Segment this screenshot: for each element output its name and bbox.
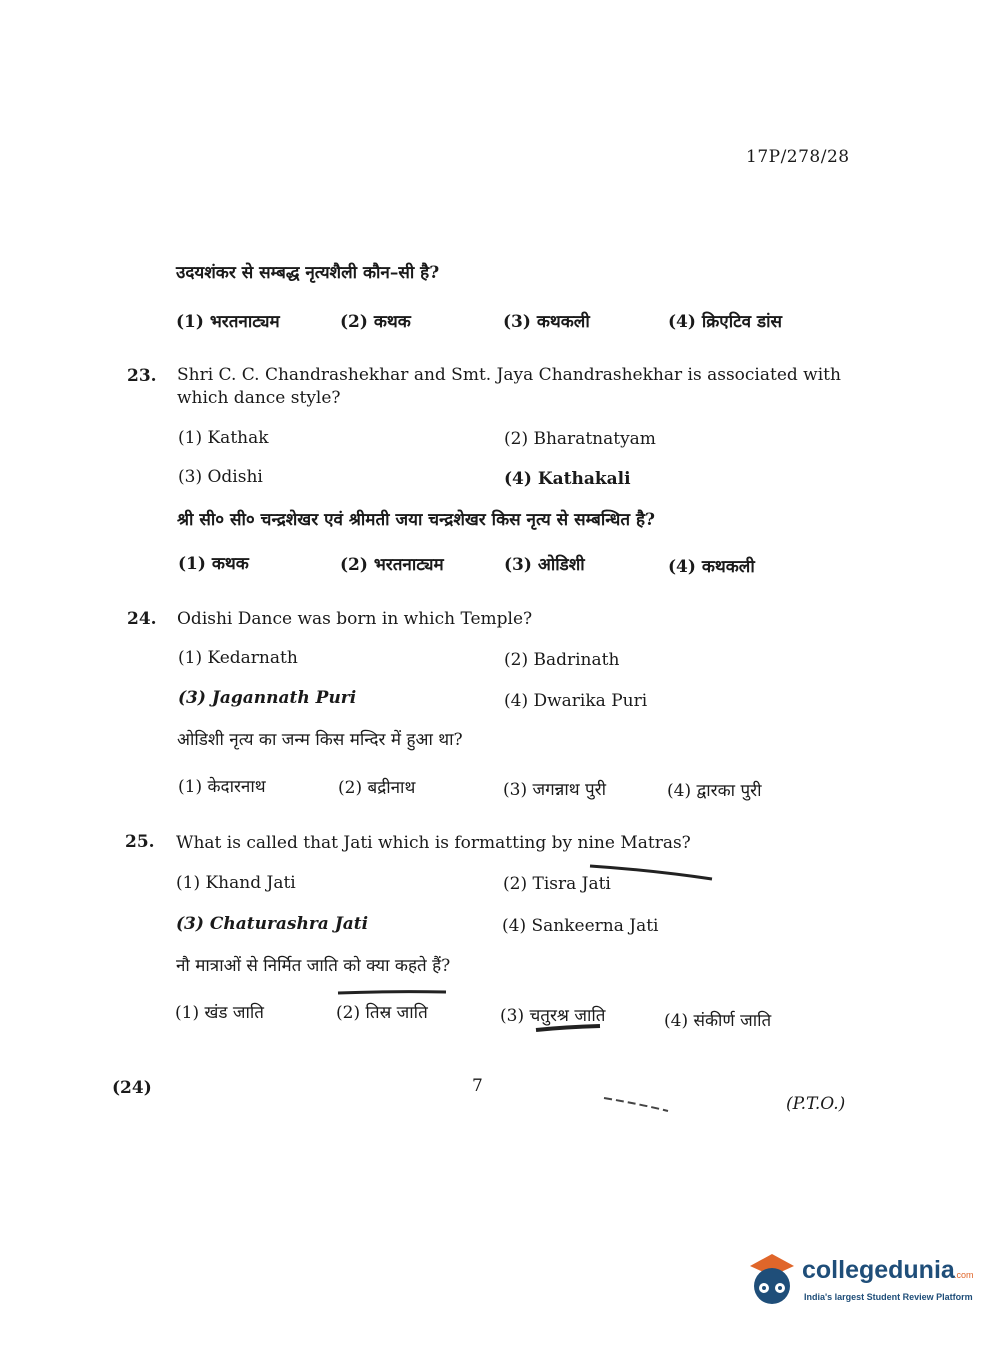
q25-option-3: (3) Chaturashra Jati — [176, 914, 369, 934]
q24-hindi-option-1: (1) केदारनाथ — [178, 777, 266, 797]
pen-mark-tisra — [338, 992, 446, 993]
q23-hindi-option-1: (1) कथक — [178, 554, 249, 574]
q25-hindi-option-3: (3) चतुरश्र जाति — [500, 1006, 606, 1026]
q23-option-4: (4) Kathakali — [504, 469, 631, 489]
q22-hindi-option-1: (1) भरतनाट्यम — [176, 312, 280, 332]
mascot-icon — [742, 1250, 798, 1310]
q25-number: 25. — [125, 832, 155, 852]
q25-option-4: (4) Sankeerna Jati — [502, 916, 659, 936]
q23-option-2: (2) Bharatnatyam — [504, 429, 656, 449]
q24-option-4: (4) Dwarika Puri — [504, 691, 648, 711]
pen-mark-footer — [604, 1098, 668, 1111]
q24-option-2: (2) Badrinath — [504, 650, 620, 670]
q22-hindi-option-2: (2) कथक — [340, 312, 411, 332]
q25-option-2: (2) Tisra Jati — [503, 874, 611, 894]
q23-number: 23. — [127, 366, 157, 386]
q24-question: Odishi Dance was born in which Temple? — [177, 609, 533, 629]
pen-mark-chaturashra — [536, 1026, 600, 1030]
q24-hindi-question: ओडिशी नृत्य का जन्म किस मन्दिर में हुआ था? — [177, 730, 463, 750]
q24-number: 24. — [127, 609, 157, 629]
q23-hindi-option-4: (4) कथकली — [668, 557, 755, 577]
collegedunia-watermark — [742, 1250, 972, 1310]
brand-name: collegedunia — [802, 1256, 955, 1284]
brand-suffix: .com — [954, 1270, 974, 1280]
page-number: 7 — [472, 1076, 483, 1096]
q24-hindi-option-4: (4) द्वारका पुरी — [667, 781, 762, 801]
q23-question-line2: which dance style? — [177, 388, 341, 408]
pto-label: (P.T.O.) — [786, 1094, 846, 1114]
brand-tagline: India's largest Student Review Platform — [804, 1292, 973, 1302]
pen-mark-q25 — [590, 866, 712, 879]
q25-hindi-option-2: (2) तिस्र जाति — [336, 1003, 428, 1023]
paper-code: 17P/278/28 — [746, 147, 850, 167]
q24-option-3: (3) Jagannath Puri — [178, 688, 357, 708]
q24-option-1: (1) Kedarnath — [178, 648, 298, 668]
q25-question: What is called that Jati which is formatting by nine Matras? — [176, 833, 691, 853]
q24-hindi-option-3: (3) जगन्नाथ पुरी — [503, 780, 607, 800]
q25-option-1: (1) Khand Jati — [176, 873, 296, 893]
q24-hindi-option-2: (2) बद्रीनाथ — [338, 778, 416, 798]
q25-hindi-option-4: (4) संकीर्ण जाति — [664, 1011, 772, 1031]
q23-question-line1: Shri C. C. Chandrashekhar and Smt. Jaya Chandrashekhar is associated with — [177, 365, 841, 385]
q23-option-3: (3) Odishi — [178, 467, 263, 487]
q25-hindi-option-1: (1) खंड जाति — [175, 1003, 264, 1023]
q23-option-1: (1) Kathak — [178, 428, 269, 448]
q22-hindi-option-4: (4) क्रिएटिव डांस — [668, 312, 783, 332]
footer-code: (24) — [112, 1078, 152, 1098]
q23-hindi-option-3: (3) ओडिशी — [504, 555, 585, 575]
q22-hindi-question: उदयशंकर से सम्बद्ध नृत्यशैली कौन–सी है? — [176, 263, 440, 283]
q23-hindi-option-2: (2) भरतनाट्यम — [340, 555, 444, 575]
q25-hindi-question: नौ मात्राओं से निर्मित जाति को क्या कहते हैं? — [176, 956, 451, 976]
q23-hindi-question: श्री सी० सी० चन्द्रशेखर एवं श्रीमती जया चन्द्रशेखर किस नृत्य से सम्बन्धित है? — [177, 510, 655, 530]
q22-hindi-option-3: (3) कथकली — [503, 312, 590, 332]
